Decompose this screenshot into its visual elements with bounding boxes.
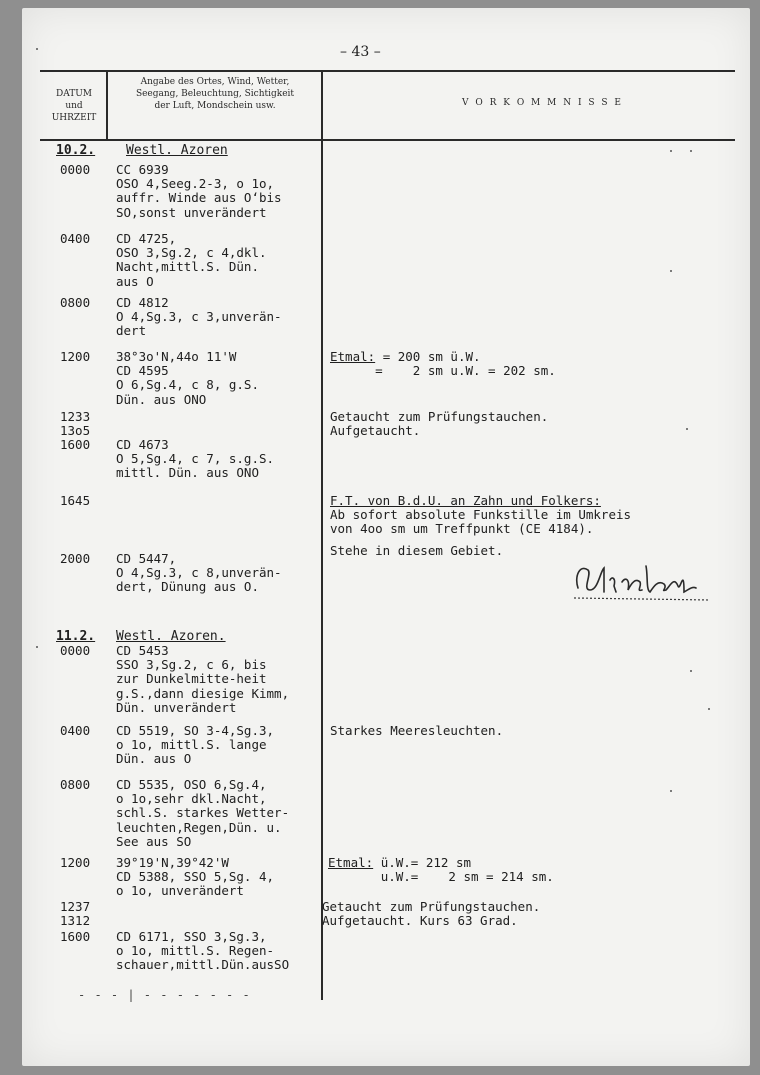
event-text: Stehe in diesem Gebiet. — [330, 543, 504, 558]
event-text: Starkes Meeresleuchten. — [330, 723, 504, 738]
entry-time: 13o5 — [60, 423, 91, 438]
entry-text: CD 4812 O 4,Sg.3, c 3,unverän- dert — [116, 295, 282, 339]
entry-time: 1200 — [60, 349, 91, 364]
header-top-rule — [40, 70, 735, 72]
header-vorkommnisse: V O R K O M M N I S S E — [462, 98, 623, 108]
scan-speck — [36, 48, 38, 50]
entry-time: 0400 — [60, 231, 91, 246]
entry-time: 1600 — [60, 437, 91, 452]
footer-dots: - - - | - - - - - - - — [78, 988, 251, 1002]
entry-text: CC 6939 OSO 4,Seeg.2-3, o 1o, auffr. Winde aus Oʻbis SO,sonst unverändert — [116, 162, 282, 220]
entry-text: CD 4725, OSO 3,Sg.2, c 4,dkl. Nacht,mittl.S. Dün. aus O — [116, 231, 267, 289]
event-text: Getaucht zum Prüfungstauchen. Aufgetaucht. Kurs 63 Grad. — [322, 899, 541, 929]
event-etmal: Etmal: ü.W.= 212 sm u.W.= 2 sm = 214 sm. — [328, 855, 554, 885]
document-page — [22, 8, 750, 1066]
entry-text: CD 4673 O 5,Sg.4, c 7, s.g.S. mittl. Dün. aus ONO — [116, 437, 275, 481]
page-number: – 43 – — [340, 44, 381, 60]
entry-time: 2000 — [60, 551, 91, 566]
scan-speck — [708, 708, 710, 710]
scan-speck — [36, 646, 38, 648]
header-bottom-rule — [40, 139, 735, 141]
scan-speck — [670, 270, 672, 272]
scan-speck — [670, 150, 672, 152]
entry-time: 0800 — [60, 777, 91, 792]
entry-time: 1645 — [60, 493, 91, 508]
event-etmal: Etmal: = 200 sm ü.W. = 2 sm u.W. = 202 sm. — [330, 349, 556, 379]
entry-time: 0000 — [60, 162, 91, 177]
scan-speck — [690, 670, 692, 672]
scan-speck — [690, 150, 692, 152]
column-divider-1 — [106, 70, 108, 140]
scan-speck — [686, 428, 688, 430]
entry-text: CD 5535, OSO 6,Sg.4, o 1o,sehr dkl.Nacht, schl.S. starkes Wetter- leuchten,Regen,Dün. u. See aus SO — [116, 777, 290, 849]
entry-time: 1233 — [60, 409, 91, 424]
entry-time: 1600 — [60, 929, 91, 944]
entry-text: CD 5519, SO 3-4,Sg.3, o 1o, mittl.S. lange Dün. aus O — [116, 723, 275, 767]
day-location: Westl. Azoren. — [116, 629, 226, 644]
entry-time: 1312 — [60, 913, 91, 928]
entry-text: CD 6171, SSO 3,Sg.3, o 1o, mittl.S. Regen- schauer,mittl.Dün.ausSO — [116, 929, 290, 973]
day-date: 10.2. — [56, 143, 96, 158]
event-radio-message: F.T. von B.d.U. an Zahn und Folkers: Ab sofort absolute Funkstille im Umkreis von 4oo sm um Treffpunkt (CE 4184). — [330, 493, 632, 537]
signature-image — [570, 546, 720, 606]
entry-time: 0000 — [60, 643, 91, 658]
header-datum: DATUM und UHRZEIT — [51, 89, 97, 123]
entry-time: 1237 — [60, 899, 91, 914]
column-divider-2 — [321, 70, 323, 1000]
entry-time: 1200 — [60, 855, 91, 870]
entry-text: CD 5447, O 4,Sg.3, c 8,unverän- dert, Dünung aus O. — [116, 551, 282, 595]
header-angabe: Angabe des Ortes, Wind, Wetter, Seegang, Beleuchtung, Sichtigkeit der Luft, Mondschein usw. — [135, 77, 295, 111]
entry-text: CD 5453 SSO 3,Sg.2, c 6, bis zur Dunkelmitte-heit g.S.,dann diesige Kimm, Dün. unverändert — [116, 643, 290, 715]
day-date: 11.2. — [56, 629, 96, 644]
entry-text: 38°3o'N,44o 11'W CD 4595 O 6,Sg.4, c 8, g.S. Dün. aus ONO — [116, 349, 259, 407]
event-text: Getaucht zum Prüfungstauchen. Aufgetaucht. — [330, 409, 549, 439]
entry-text: 39°19'N,39°42'W CD 5388, SSO 5,Sg. 4, o 1o, unverändert — [116, 855, 275, 899]
entry-time: 0400 — [60, 723, 91, 738]
day-location: Westl. Azoren — [126, 143, 228, 158]
scan-speck — [670, 790, 672, 792]
entry-time: 0800 — [60, 295, 91, 310]
